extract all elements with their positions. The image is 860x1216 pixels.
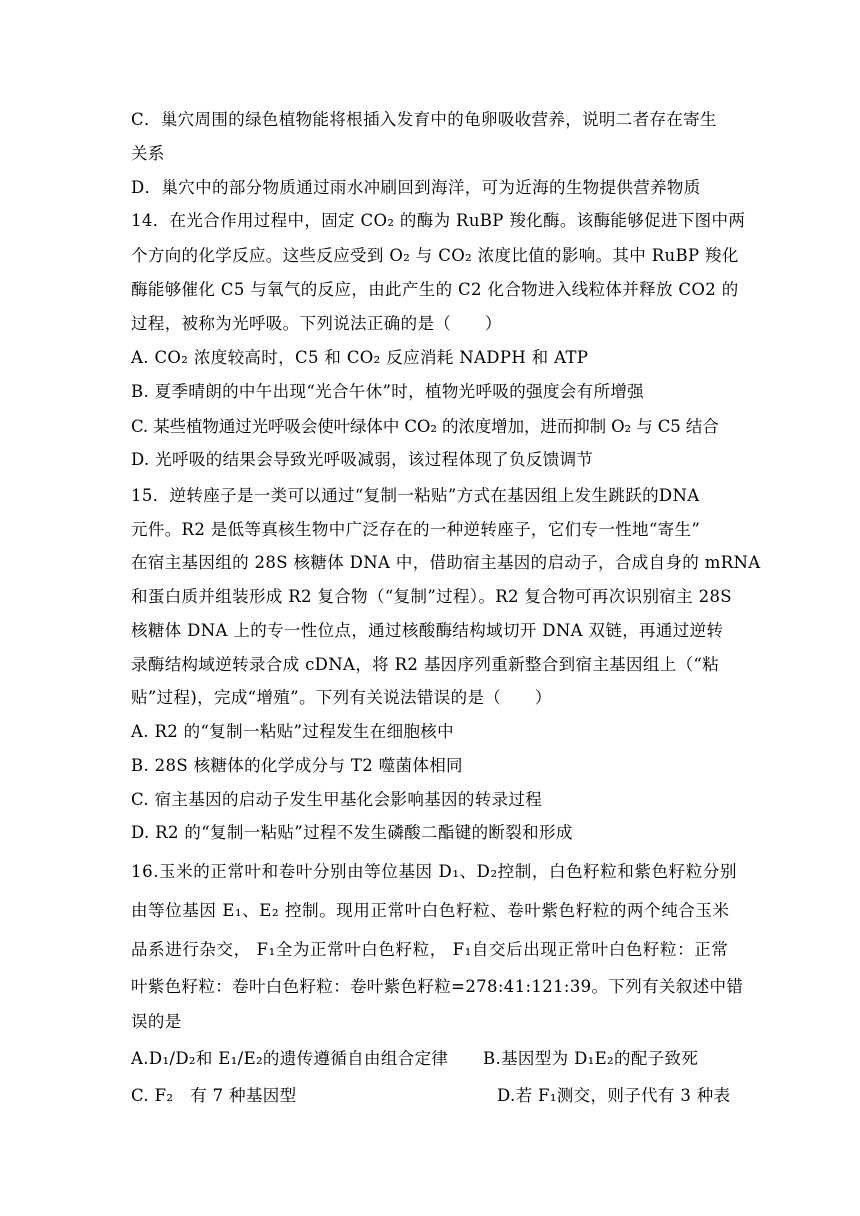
q15-stem-line5: 核糖体 DNA 上的专一性位点，通过核酸酶结构域切开 DNA 双链，再通过逆转	[131, 621, 724, 640]
q15-stem-line1: 15．逆转座子是一类可以通过“复制一粘贴”方式在基因组上发生跳跃的DNA	[131, 486, 700, 505]
q16-stem-line2: 由等位基因 E₁、E₂ 控制。现用正常叶白色籽粒、卷叶紫色籽粒的两个纯合玉米	[131, 901, 730, 920]
q15-option-b: B. 28S 核糖体的化学成分与 T2 噬菌体相同	[131, 756, 463, 775]
q15-stem-line6: 录酶结构域逆转录合成 cDNA，将 R2 基因序列重新整合到宿主基因组上（“粘	[131, 655, 720, 674]
q14-stem-line1: 14．在光合作用过程中，固定 CO₂ 的酶为 RuBP 羧化酶。该酶能够促进下图中两	[131, 211, 746, 230]
q15-stem-line4: 和蛋白质并组装形成 R2 复合物（“复制”过程）。R2 复合物可再次识别宿主 28S	[131, 587, 732, 606]
q16-stem-line1: 16.玉米的正常叶和卷叶分别由等位基因 D₁、D₂控制，白色籽粒和紫色籽粒分别	[131, 862, 738, 881]
q16-option-d: D.若 F₁测交，则子代有 3 种表	[497, 1086, 731, 1105]
q16-stem-line3: 品系进行杂交， F₁全为正常叶白色籽粒， F₁自交后出现正常叶白色籽粒：正常	[131, 940, 729, 959]
q16-option-b: B.基因型为 D₁E₂的配子致死	[483, 1049, 699, 1068]
q15-option-d: D. R2 的“复制一粘贴”过程不发生磷酸二酯键的断裂和形成	[131, 823, 573, 842]
q16-stem-line4: 叶紫色籽粒：卷叶白色籽粒：卷叶紫色籽粒=278:41:121:39。下列有关叙述中错	[131, 977, 744, 996]
q14-option-b: B. 夏季晴朗的中午出现“光合午休”时，植物光呼吸的强度会有所增强	[131, 382, 645, 401]
q14-stem-line3: 酶能够催化 C5 与氧气的反应，由此产生的 C2 化合物进入线粒体并释放 CO2 的	[131, 280, 739, 299]
q14-option-d: D. 光呼吸的结果会导致光呼吸减弱，该过程体现了负反馈调节	[131, 450, 594, 469]
q16-stem-line5: 误的是	[131, 1012, 182, 1031]
q16-option-a: A.D₁/D₂和 E₁/E₂的遗传遵循自由组合定律	[131, 1049, 449, 1068]
q15-option-a: A. R2 的“复制一粘贴”过程发生在细胞核中	[131, 722, 454, 741]
q15-stem-line2: 元件。R2 是低等真核生物中广泛存在的一种逆转座子，它们专一性地“寄生”	[131, 520, 701, 539]
q15-stem-line3: 在宿主基因组的 28S 核糖体 DNA 中，借助宿主基因的启动子，合成自身的 mRNA	[131, 553, 761, 572]
q13-option-c-line2: 关系	[131, 144, 165, 163]
q13-option-d: D．巢穴中的部分物质通过雨水冲刷回到海洋，可为近海的生物提供营养物质	[131, 178, 701, 197]
q15-stem-line7: 贴”过程)，完成“增殖”。下列有关说法错误的是（ ）	[131, 688, 552, 707]
q16-option-c: C. F₂ 有 7 种基因型	[131, 1086, 297, 1105]
q14-stem-line2: 个方向的化学反应。这些反应受到 O₂ 与 CO₂ 浓度比值的影响。其中 RuBP 羧化	[131, 246, 739, 265]
q14-stem-line4: 过程，被称为光呼吸。下列说法正确的是（ ）	[131, 314, 502, 333]
q15-option-c: C. 宿主基因的启动子发生甲基化会影响基因的转录过程	[131, 790, 543, 809]
q13-option-c-line1: C．巢穴周围的绿色植物能将根插入发育中的龟卵吸收营养，说明二者存在寄生	[131, 110, 717, 129]
q14-option-a: A. CO₂ 浓度较高时，C5 和 CO₂ 反应消耗 NADPH 和 ATP	[131, 348, 589, 367]
q14-option-c: C. 某些植物通过光呼吸会使叶绿体中 CO₂ 的浓度增加，进而抑制 O₂ 与 C5 结合	[131, 417, 719, 436]
